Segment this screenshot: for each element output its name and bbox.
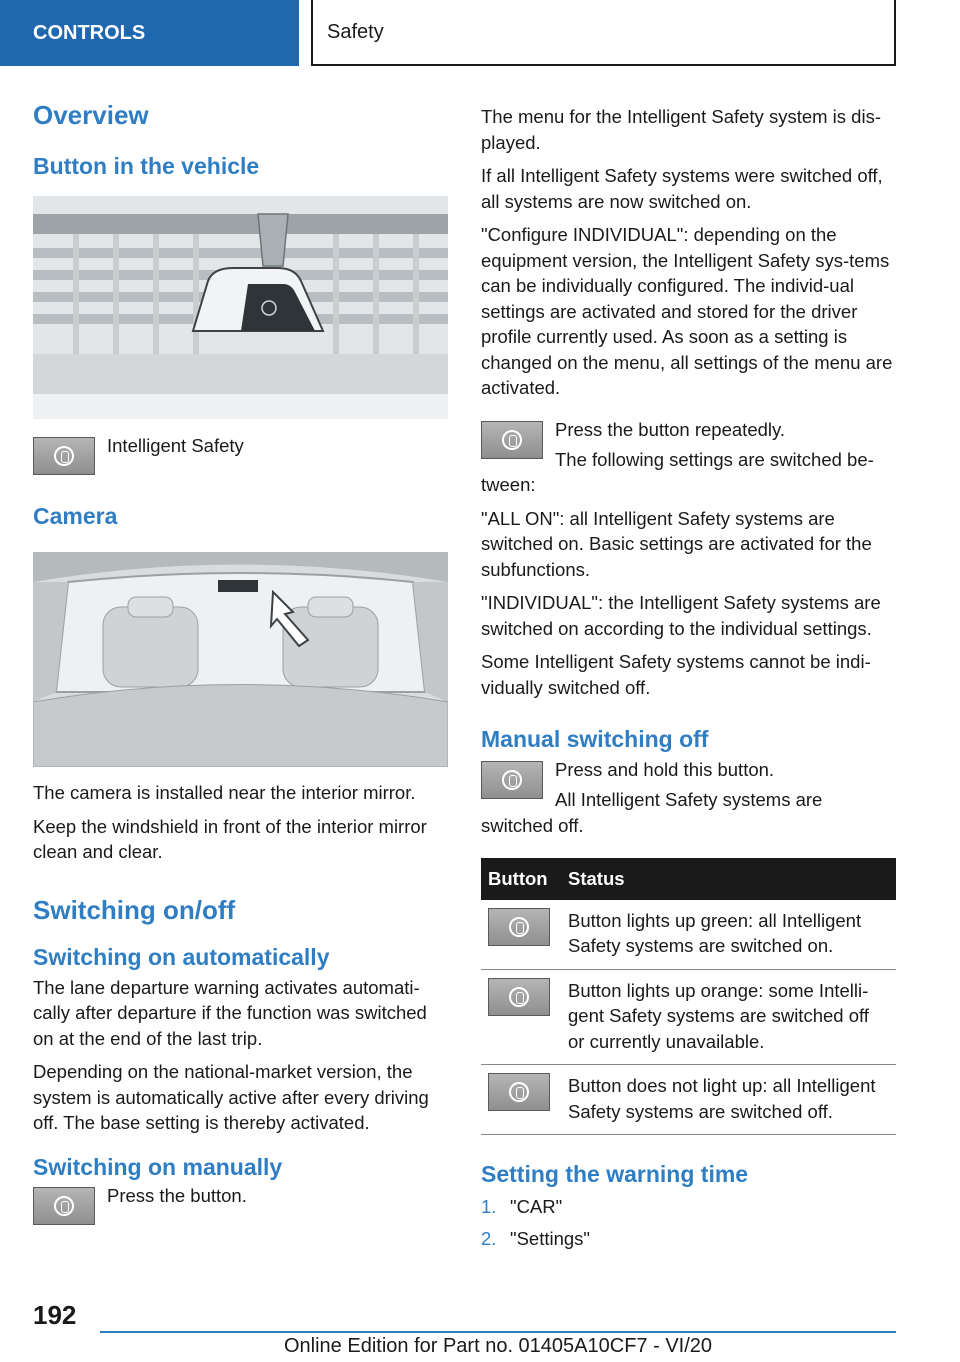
table-header-button: Button	[481, 858, 561, 900]
left-column	[33, 100, 448, 1225]
step-text: "Settings"	[510, 1227, 590, 1249]
camera-location-text: The camera is installed near the interior mirror.	[33, 782, 416, 803]
dashboard-grille-drawing	[33, 196, 448, 419]
header-section-label: CONTROLS	[0, 0, 299, 66]
right-column	[481, 104, 896, 1257]
intelligent-safety-off-icon	[488, 1073, 550, 1111]
individual-text: "INDIVIDUAL": the Intelligent Safety systems are switched on according to the individual settings.	[481, 592, 881, 639]
intelligent-safety-orange-icon	[488, 978, 550, 1016]
status-orange-text: Button lights up orange: some Intelli-gent Safety systems are switched off or currently unavailable.	[561, 969, 896, 1065]
footer-divider	[100, 1331, 896, 1333]
all-switched-off-text: All Intelligent Safety systems are switched off.	[481, 789, 823, 836]
step-number: 1.	[481, 1196, 497, 1217]
button-status-table	[481, 858, 896, 1135]
all-switched-on-text: If all Intelligent Safety systems were switched off, all systems are now switched on.	[481, 165, 883, 212]
settings-switched-between-text: The following settings are switched be-tween:	[481, 448, 874, 495]
manual-switching-off-heading: Manual switching off	[481, 726, 709, 752]
car-interior-drawing	[33, 552, 448, 767]
status-green-text: Button lights up green: all Intelligent Safety systems are switched on.	[561, 900, 896, 970]
cannot-switch-off-text: Some Intelligent Safety systems cannot be indi-vidually switched off.	[481, 651, 871, 698]
table-row	[481, 969, 896, 1065]
switching-on-manually-heading: Switching on manually	[33, 1153, 283, 1180]
auto-market-text: Depending on the national-market version, the system is automatically active after every driving off. The base setting is thereby activated.	[33, 1061, 429, 1133]
list-item	[481, 1226, 896, 1252]
intelligent-safety-icon	[481, 761, 543, 799]
table-row	[481, 900, 896, 970]
page-number: 192	[33, 1300, 77, 1330]
intelligent-safety-icon	[33, 437, 95, 475]
press-hold-text: Press and hold this button.	[555, 759, 775, 780]
intelligent-safety-label: Intelligent Safety	[107, 435, 244, 456]
table-row	[481, 1065, 896, 1135]
button-in-vehicle-heading: Button in the vehicle	[33, 153, 260, 179]
configure-individual-text: "Configure INDIVIDUAL": depending on the equipment version, the Intelligent Safety sys-tems can be individually configured. The individ-ual settings are activated and stored for the driver profile currently used. As soon as a setting is changed on the menu, all settings of the menu are activated.	[481, 224, 893, 398]
header-chapter-label: Safety	[311, 0, 896, 66]
status-off-text: Button does not light up: all Intelligent Safety systems are switched off.	[561, 1065, 896, 1135]
table-header-status: Status	[561, 858, 896, 900]
intelligent-safety-green-icon	[488, 908, 550, 946]
intelligent-safety-icon	[33, 1187, 95, 1225]
camera-windshield-text: Keep the windshield in front of the interior mirror clean and clear.	[33, 815, 427, 862]
overview-heading: Overview	[33, 100, 149, 130]
press-repeatedly-text: Press the button repeatedly.	[555, 418, 786, 440]
switching-on-off-heading: Switching on/off	[33, 894, 236, 925]
step-text: "CAR"	[510, 1196, 563, 1217]
list-item	[481, 1194, 896, 1220]
switching-on-automatically-heading: Switching on automatically	[33, 943, 330, 970]
press-button-row	[33, 1184, 448, 1225]
camera-heading: Camera	[33, 503, 118, 529]
button-in-vehicle-illustration	[33, 196, 448, 419]
auto-activation-text: The lane departure warning activates automati-cally after departure if the function was switched on at the end of the last trip.	[33, 976, 427, 1049]
step-number: 2.	[481, 1227, 497, 1249]
intelligent-safety-icon	[481, 421, 543, 459]
press-button-text: Press the button.	[107, 1184, 247, 1206]
camera-illustration	[33, 552, 448, 767]
warning-time-steps	[481, 1194, 896, 1251]
footer-edition-text: Online Edition for Part no. 01405A10CF7 - VI/20	[283, 1335, 713, 1357]
menu-displayed-text: The menu for the Intelligent Safety system is dis-played.	[481, 106, 881, 153]
setting-warning-time-heading: Setting the warning time	[481, 1161, 749, 1187]
all-on-text: "ALL ON": all Intelligent Safety systems are switched on. Basic settings are activated for the subfunctions.	[481, 507, 872, 580]
intelligent-safety-button-row	[33, 437, 448, 475]
